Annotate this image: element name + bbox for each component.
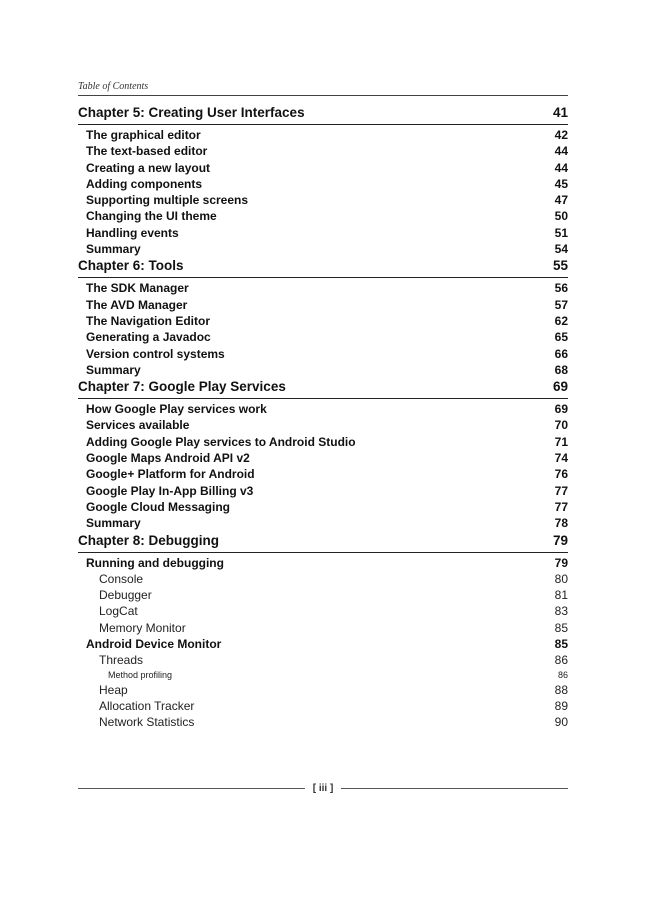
entry-title: Handling events — [86, 225, 179, 240]
entry-page-number: 69 — [554, 402, 568, 417]
entry-page-number: 45 — [554, 176, 568, 191]
toc-entry[interactable] — [78, 192, 568, 208]
entry-title: LogCat — [99, 604, 138, 619]
entry-page-number: 90 — [554, 715, 568, 730]
entry-page-number: 42 — [554, 128, 568, 142]
toc-entry[interactable] — [78, 698, 568, 714]
toc-entry[interactable] — [78, 682, 568, 698]
entry-page-number: 89 — [554, 698, 568, 713]
entry-page-number: 65 — [554, 330, 568, 345]
entry-page-number: 76 — [554, 467, 568, 482]
toc-entry[interactable] — [78, 652, 568, 668]
toc-entry[interactable] — [78, 160, 568, 176]
entry-page-number: 68 — [554, 362, 568, 377]
footer-rule-right — [341, 788, 568, 789]
entry-title: Generating a Javadoc — [86, 330, 211, 345]
entry-title: Google Maps Android API v2 — [86, 451, 250, 466]
chapter-title: Chapter 5: Creating User Interfaces — [78, 105, 305, 120]
chapter-page-number: 41 — [552, 105, 568, 120]
chapter-title: Chapter 8: Debugging — [78, 532, 219, 548]
toc-chapter-heading[interactable] — [78, 378, 568, 399]
entry-title: The AVD Manager — [86, 297, 188, 312]
toc-entry[interactable] — [78, 401, 568, 417]
page-number: [ iii ] — [312, 783, 334, 794]
entry-title: Changing the UI theme — [86, 209, 217, 224]
toc-entry[interactable] — [78, 313, 568, 329]
toc-entry[interactable] — [78, 714, 568, 730]
toc-entry[interactable] — [78, 297, 568, 313]
entry-title: Heap — [99, 682, 128, 697]
entry-title: Console — [99, 571, 144, 586]
entry-title: Memory Monitor — [99, 620, 186, 635]
toc-entry[interactable] — [78, 555, 568, 571]
toc-entry[interactable] — [78, 241, 568, 257]
toc-entry[interactable] — [78, 143, 568, 159]
entry-title: The Navigation Editor — [86, 313, 211, 328]
entry-title: The graphical editor — [86, 128, 201, 142]
entry-title: Network Statistics — [99, 715, 195, 730]
toc-entry[interactable] — [78, 587, 568, 603]
entry-page-number: 62 — [554, 313, 568, 328]
toc-entry[interactable] — [78, 362, 568, 378]
entry-page-number: 50 — [554, 209, 568, 224]
entry-title: Google+ Platform for Android — [86, 467, 255, 482]
entry-title: Services available — [86, 418, 190, 433]
toc-chapter-heading[interactable] — [78, 532, 568, 553]
entry-page-number: 81 — [554, 588, 568, 603]
entry-title: Creating a new layout — [86, 160, 211, 175]
toc-entry[interactable] — [78, 571, 568, 587]
toc-entry[interactable] — [78, 620, 568, 636]
page-footer — [78, 783, 568, 794]
chapter-page-number: 69 — [552, 379, 568, 395]
toc-entry[interactable] — [78, 434, 568, 450]
entry-title: Debugger — [99, 588, 152, 603]
entry-page-number: 80 — [554, 571, 568, 586]
toc-entry[interactable] — [78, 466, 568, 482]
entry-title: Allocation Tracker — [99, 698, 195, 713]
entry-page-number: 88 — [554, 682, 568, 697]
chapter-title: Chapter 7: Google Play Services — [78, 379, 286, 395]
entry-page-number: 44 — [554, 144, 568, 159]
entry-title: Adding Google Play services to Android Studio — [86, 434, 356, 449]
toc-entry[interactable] — [78, 329, 568, 345]
chapter-title: Chapter 6: Tools — [78, 258, 184, 274]
running-header: Table of Contents — [78, 81, 568, 96]
entry-page-number: 83 — [554, 604, 568, 619]
entry-title: The text-based editor — [86, 144, 208, 159]
toc-entry[interactable] — [78, 603, 568, 619]
toc-entry[interactable] — [78, 483, 568, 499]
entry-title: Android Device Monitor — [86, 637, 222, 652]
entry-page-number: 77 — [554, 499, 568, 514]
entry-page-number: 85 — [554, 620, 568, 635]
entry-page-number: 51 — [554, 225, 568, 240]
entry-page-number: 86 — [557, 669, 568, 680]
entry-page-number: 85 — [554, 637, 568, 652]
entry-title: Summary — [86, 362, 141, 377]
toc-entry[interactable] — [78, 346, 568, 362]
entry-page-number: 77 — [554, 483, 568, 498]
entry-title: Threads — [99, 653, 144, 668]
toc-entry[interactable] — [78, 280, 568, 296]
toc-chapter-heading[interactable] — [78, 257, 568, 278]
toc-entry[interactable] — [78, 499, 568, 515]
entry-page-number: 54 — [554, 242, 568, 257]
toc-chapter-heading[interactable] — [78, 104, 568, 125]
toc-entry[interactable] — [78, 450, 568, 466]
toc-entry[interactable] — [78, 669, 568, 682]
entry-title: Google Play In-App Billing v3 — [86, 483, 254, 498]
entry-page-number: 71 — [554, 434, 568, 449]
entry-page-number: 70 — [554, 418, 568, 433]
entry-page-number: 56 — [554, 281, 568, 296]
toc-entry[interactable] — [78, 515, 568, 531]
toc-entry[interactable] — [78, 417, 568, 433]
toc-entry[interactable] — [78, 208, 568, 224]
toc-entry[interactable] — [78, 636, 568, 652]
entry-title: How Google Play services work — [86, 402, 267, 417]
entry-title: Method profiling — [108, 669, 173, 680]
entry-title: Version control systems — [86, 346, 225, 361]
entry-page-number: 74 — [554, 451, 568, 466]
entry-page-number: 86 — [554, 653, 568, 668]
chapter-page-number: 79 — [552, 532, 568, 548]
table-of-contents — [78, 104, 568, 731]
entry-page-number: 47 — [554, 193, 568, 208]
entry-page-number: 44 — [554, 160, 568, 175]
toc-entry[interactable] — [78, 225, 568, 241]
footer-rule-left — [78, 788, 305, 789]
toc-entry[interactable] — [78, 127, 568, 143]
entry-title: Summary — [86, 242, 141, 257]
toc-entry[interactable] — [78, 176, 568, 192]
entry-page-number: 57 — [554, 297, 568, 312]
entry-title: The SDK Manager — [86, 281, 189, 296]
entry-page-number: 79 — [554, 555, 568, 570]
entry-title: Supporting multiple screens — [86, 193, 249, 208]
chapter-page-number: 55 — [552, 258, 568, 274]
entry-page-number: 78 — [554, 516, 568, 531]
entry-title: Summary — [86, 516, 141, 531]
entry-title: Google Cloud Messaging — [86, 499, 231, 514]
entry-page-number: 66 — [554, 346, 568, 361]
entry-title: Adding components — [86, 176, 202, 191]
entry-title: Running and debugging — [86, 555, 224, 570]
